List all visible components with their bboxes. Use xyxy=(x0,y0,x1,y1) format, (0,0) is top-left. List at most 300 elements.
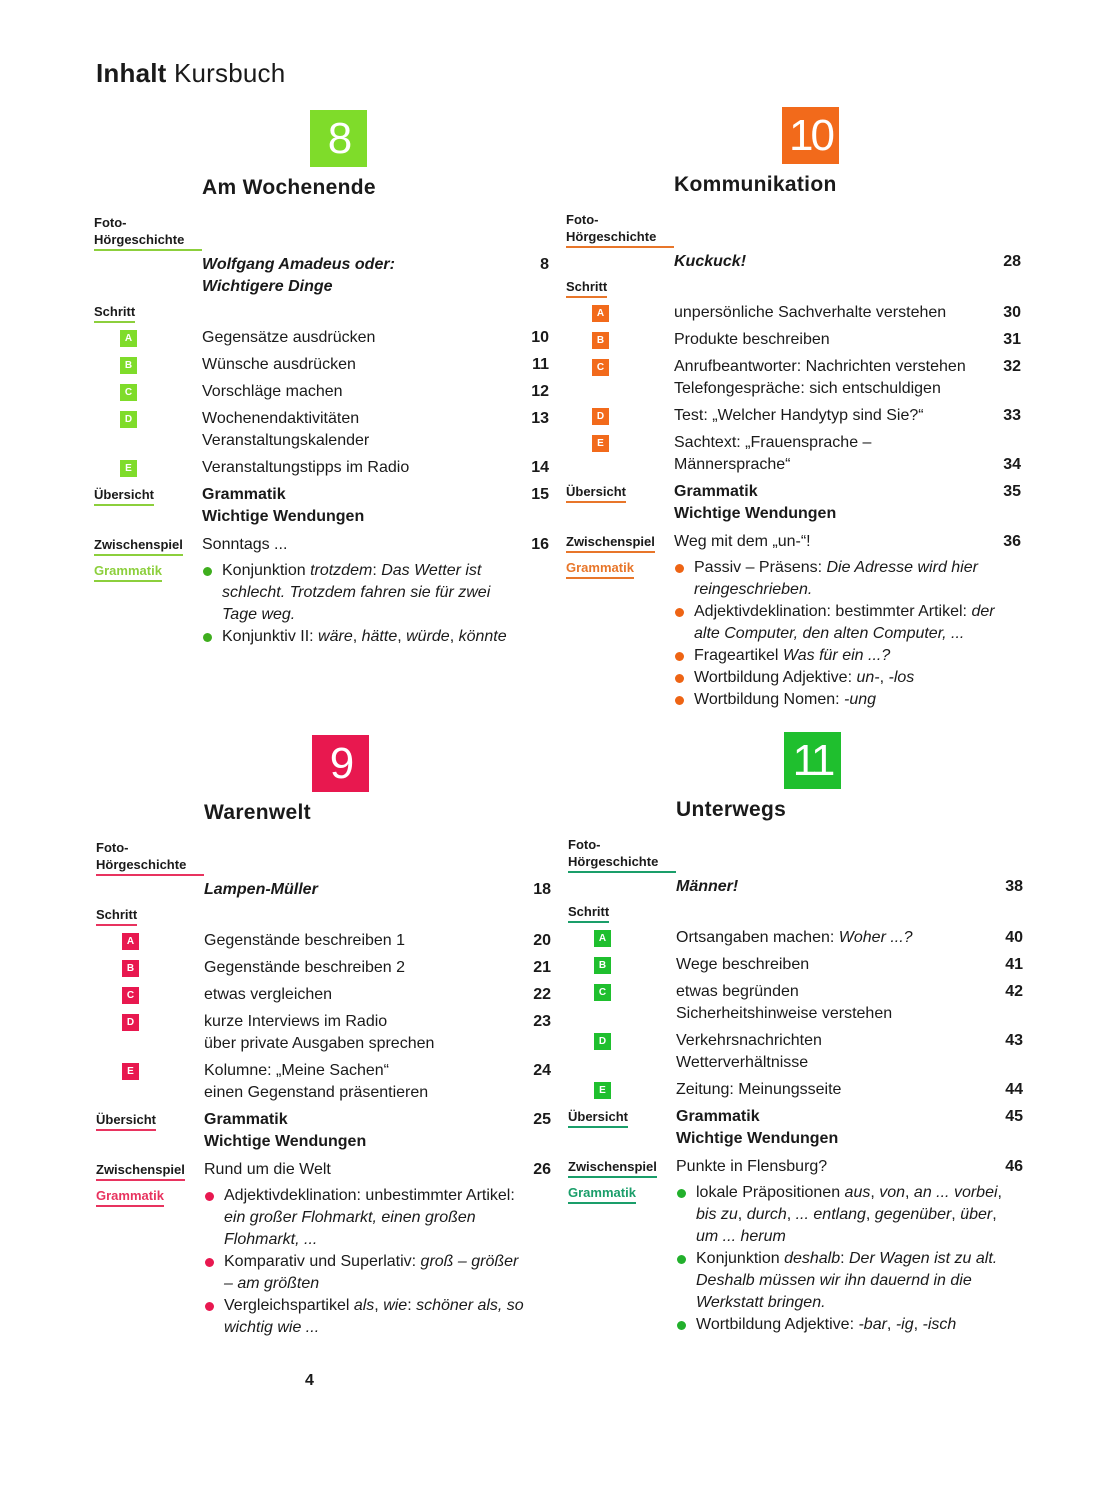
uebersicht-label-cell xyxy=(568,1106,676,1150)
text-part-italic: Woher ...? xyxy=(838,929,913,946)
grammatik-list xyxy=(674,557,1001,711)
schritt-badge-cell xyxy=(94,408,202,452)
grammatik-item xyxy=(674,601,1001,645)
page-ref: 44 xyxy=(1005,1081,1023,1098)
schritt-text-line: Gegenstände beschreiben 2 xyxy=(204,959,406,976)
schritt-letter-badge: B xyxy=(120,357,137,374)
grammatik-text-segment: Was für ein ...? xyxy=(782,647,891,664)
page-title-bold: Inhalt xyxy=(96,58,167,88)
schritt-letter-badge: E xyxy=(120,460,137,477)
grammatik-text-segment: : xyxy=(840,1250,849,1267)
schritt-text-line: Anrufbeantworter: Nachrichten verstehen xyxy=(674,358,966,375)
grammatik-text-segment: , xyxy=(397,628,407,645)
page-ref: 25 xyxy=(533,1111,551,1128)
zwischenspiel-label-cell xyxy=(94,534,202,556)
uebersicht-text xyxy=(676,1106,993,1150)
uebersicht-text xyxy=(202,484,519,528)
grammatik-list xyxy=(204,1185,531,1339)
page-ref: 40 xyxy=(1005,929,1023,946)
uebersicht-row xyxy=(568,1106,1023,1150)
schritt-label-row xyxy=(568,901,1023,923)
page-ref: 12 xyxy=(531,383,549,400)
page-ref: 43 xyxy=(1005,1032,1023,1049)
grammatik-item xyxy=(676,1314,1003,1336)
chapter-contents xyxy=(96,839,551,1339)
schritt-text xyxy=(202,408,519,452)
chapter-title: Unterwegs xyxy=(676,798,787,821)
grammatik-text-segment: , xyxy=(374,1297,384,1314)
schritt-label-cell xyxy=(566,276,674,298)
schritt-text xyxy=(676,981,993,1025)
grammatik-label-cell xyxy=(94,560,202,648)
schritt-text-line: kurze Interviews im Radio xyxy=(204,1013,388,1030)
page-ref: 23 xyxy=(533,1013,551,1030)
schritt-row-b xyxy=(566,329,1021,351)
grammatik-text-segment: , xyxy=(879,669,889,686)
grammatik-item xyxy=(674,689,1001,711)
chapter-contents xyxy=(94,214,549,648)
grammatik-text-segment: ein großer Flohmarkt, einen großen Flohmarkt, ... xyxy=(224,1209,476,1248)
page-ref: 36 xyxy=(1003,533,1021,550)
foto-hoergeschichte-label: Foto-Hörgeschichte xyxy=(96,839,204,876)
grammatik-item xyxy=(674,645,1001,667)
foto-entry xyxy=(94,254,549,298)
schritt-text-line: Kolumne: „Meine Sachen“ xyxy=(204,1062,389,1079)
page-ref: 28 xyxy=(1003,253,1021,270)
grammatik-label: Grammatik xyxy=(94,562,162,582)
page-ref: 18 xyxy=(533,881,551,898)
grammatik-text-segment: , xyxy=(449,628,459,645)
page-title xyxy=(96,58,285,89)
zwischenspiel-text: Rund um die Welt xyxy=(204,1161,331,1178)
page-ref: 22 xyxy=(533,986,551,1003)
schritt-badge-cell xyxy=(566,329,674,351)
foto-hoergeschichte-label-cell xyxy=(96,839,204,876)
foto-label-row xyxy=(566,211,1021,248)
grammatik-text-segment: Der Wagen ist zu alt. Deshalb müssen wir ihn dauernd in die Werkstatt bringen. xyxy=(696,1250,998,1311)
bullet-dot-icon xyxy=(205,1302,214,1311)
grammatik-list-wrap xyxy=(676,1182,1023,1336)
chapter-contents xyxy=(568,836,1023,1336)
schritt-row-d xyxy=(568,1030,1023,1074)
grammatik-text-segment: wie xyxy=(383,1297,408,1314)
grammatik-text-segment: : xyxy=(372,562,382,579)
grammatik-text-segment: , xyxy=(870,1184,880,1201)
zwischenspiel-text: Punkte in Flensburg? xyxy=(676,1158,828,1175)
schritt-letter-badge: A xyxy=(594,930,611,947)
bullet-dot-icon xyxy=(677,1189,686,1198)
schritt-row-b xyxy=(96,957,551,979)
zwischenspiel-row xyxy=(96,1159,551,1181)
text-part: Ortsangaben machen: xyxy=(676,929,839,946)
schritt-letter-badge: C xyxy=(594,984,611,1001)
schritt-row-a xyxy=(94,327,549,349)
schritt-text xyxy=(676,1079,993,1101)
zwischenspiel-row xyxy=(568,1156,1023,1178)
schritt-letter-badge: D xyxy=(594,1033,611,1050)
foto-title xyxy=(676,876,993,898)
schritt-text-line: Wetterverhältnisse xyxy=(676,1054,809,1071)
bullet-dot-icon xyxy=(205,1192,214,1201)
zwischenspiel-text: Weg mit dem „un-“! xyxy=(674,533,811,550)
schritt-badge-cell xyxy=(566,356,674,400)
schritt-row-a xyxy=(568,927,1023,949)
schritt-row-c xyxy=(566,356,1021,400)
foto-hoergeschichte-label: Foto-Hörgeschichte xyxy=(566,211,674,248)
page-ref: 20 xyxy=(533,932,551,949)
schritt-text-line: Produkte beschreiben xyxy=(674,331,830,348)
grammatik-text-segment: könnte xyxy=(458,628,507,645)
schritt-row-b xyxy=(94,354,549,376)
schritt-text-line: Telefongespräche: sich entschuldigen xyxy=(674,380,941,397)
grammatik-text-segment: , xyxy=(913,1316,923,1333)
page-ref: 46 xyxy=(1005,1158,1023,1175)
schritt-text xyxy=(202,457,519,479)
foto-hoergeschichte-label-cell xyxy=(568,836,676,873)
grammatik-text-segment: um ... herum xyxy=(696,1228,786,1245)
schritt-badge-cell xyxy=(94,327,202,349)
foto-label-row xyxy=(568,836,1023,873)
uebersicht-row xyxy=(96,1109,551,1153)
grammatik-text-segment: -ung xyxy=(844,691,877,708)
schritt-row-d xyxy=(566,405,1021,427)
schritt-text-line: einen Gegenstand präsentieren xyxy=(204,1084,429,1101)
grammatik-text-segment: -isch xyxy=(922,1316,957,1333)
grammatik-text-segment: Wortbildung Nomen: xyxy=(694,691,844,708)
schritt-badge-cell xyxy=(96,957,204,979)
schritt-row-d xyxy=(96,1011,551,1055)
grammatik-row xyxy=(94,560,549,648)
schritt-label-row xyxy=(94,301,549,323)
chapter-title: Kommunikation xyxy=(674,173,837,196)
schritt-badge-cell xyxy=(94,354,202,376)
page-title-rest: Kursbuch xyxy=(166,58,286,88)
grammatik-text-segment: , xyxy=(352,628,362,645)
bullet-dot-icon xyxy=(677,1255,686,1264)
uebersicht-label: Übersicht xyxy=(96,1111,156,1131)
grammatik-text-segment: : xyxy=(407,1297,417,1314)
schritt-letter-badge: C xyxy=(120,384,137,401)
page-ref: 45 xyxy=(1005,1108,1023,1125)
grammatik-text-segment: , xyxy=(886,1316,896,1333)
schritt-text xyxy=(204,957,521,979)
grammatik-text-segment: durch xyxy=(746,1206,787,1223)
foto-title-line: Wichtigere Dinge xyxy=(202,278,333,295)
schritt-text xyxy=(674,302,991,324)
schritt-label-cell xyxy=(94,301,202,323)
page-ref: 13 xyxy=(531,410,549,427)
page-ref: 15 xyxy=(531,486,549,503)
schritt-letter-badge: E xyxy=(592,435,609,452)
foto-hoergeschichte-label: Foto-Hörgeschichte xyxy=(568,836,676,873)
schritt-text-line: Test: „Welcher Handytyp sind Sie?“ xyxy=(674,407,924,424)
grammatik-text-segment: trotzdem xyxy=(310,562,373,579)
schritt-text xyxy=(674,405,991,427)
foto-label-row xyxy=(94,214,549,251)
schritt-text-line: Männersprache“ xyxy=(674,456,791,473)
bullet-dot-icon xyxy=(205,1258,214,1267)
foto-label-row xyxy=(96,839,551,876)
uebersicht-label-cell xyxy=(94,484,202,528)
schritt-text-line: Zeitung: Meinungsseite xyxy=(676,1081,842,1098)
schritt-text xyxy=(676,954,993,976)
schritt-row-c xyxy=(568,981,1023,1025)
foto-title xyxy=(204,879,521,901)
grammatik-item xyxy=(676,1182,1003,1248)
grammatik-label-cell xyxy=(568,1182,676,1336)
uebersicht-label-cell xyxy=(566,481,674,525)
schritt-letter-badge: B xyxy=(594,957,611,974)
uebersicht-text-line: Grammatik xyxy=(202,486,286,503)
foto-entry xyxy=(568,876,1023,898)
page-ref: 11 xyxy=(532,356,549,373)
uebersicht-label-cell xyxy=(96,1109,204,1153)
spacer xyxy=(94,254,202,298)
grammatik-list xyxy=(202,560,529,648)
page-ref: 10 xyxy=(531,329,549,346)
page-number: 4 xyxy=(305,1372,314,1389)
grammatik-item xyxy=(202,626,529,648)
schritt-text xyxy=(204,1011,521,1055)
schritt-text-line: Verkehrsnachrichten xyxy=(676,1032,822,1049)
schritt-row-a xyxy=(96,930,551,952)
schritt-badge-cell xyxy=(566,302,674,324)
schritt-label: Schritt xyxy=(568,903,609,923)
grammatik-text-segment: schöner als, so wichtig wie ... xyxy=(224,1297,524,1336)
uebersicht-row xyxy=(566,481,1021,525)
grammatik-list-wrap xyxy=(202,560,549,648)
grammatik-text-segment: , xyxy=(865,1206,875,1223)
schritt-text-line: Gegensätze ausdrücken xyxy=(202,329,376,346)
schritt-badge-cell xyxy=(568,954,676,976)
grammatik-text-segment: Wortbildung Adjektive: xyxy=(694,669,857,686)
grammatik-text-segment: von xyxy=(879,1184,906,1201)
grammatik-text-segment: , xyxy=(737,1206,747,1223)
uebersicht-label: Übersicht xyxy=(566,483,626,503)
foto-title-line: Lampen-Müller xyxy=(204,881,318,898)
schritt-letter-badge: E xyxy=(594,1082,611,1099)
grammatik-list xyxy=(676,1182,1003,1336)
grammatik-text-segment: Adjektivdeklination: bestimmter Artikel: xyxy=(694,603,972,620)
grammatik-text-segment: Konjunktiv II: xyxy=(222,628,319,645)
schritt-badge-cell xyxy=(96,930,204,952)
bullet-dot-icon xyxy=(675,564,684,573)
schritt-text-line: Wünsche ausdrücken xyxy=(202,356,356,373)
page-ref: 33 xyxy=(1003,407,1021,424)
grammatik-text-segment: der alte Computer, den alten Computer, ... xyxy=(694,603,995,642)
uebersicht-row xyxy=(94,484,549,528)
schritt-row-c xyxy=(94,381,549,403)
zwischenspiel-label-cell xyxy=(96,1159,204,1181)
grammatik-label-cell xyxy=(566,557,674,711)
grammatik-text-segment: , xyxy=(786,1206,796,1223)
spacer xyxy=(568,876,676,898)
bullet-dot-icon xyxy=(203,567,212,576)
page-ref: 24 xyxy=(533,1062,551,1079)
schritt-text-line: etwas vergleichen xyxy=(204,986,333,1003)
grammatik-label-cell xyxy=(96,1185,204,1339)
spacer xyxy=(96,879,204,901)
schritt-text xyxy=(676,927,993,949)
grammatik-text-segment: un- xyxy=(856,669,880,686)
schritt-text xyxy=(202,354,519,376)
schritt-text-line xyxy=(676,927,993,949)
schritt-badge-cell xyxy=(568,1030,676,1074)
foto-title-line: Wolfgang Amadeus oder: xyxy=(202,256,395,273)
schritt-text xyxy=(674,432,991,476)
schritt-text xyxy=(202,381,519,403)
schritt-label-cell xyxy=(96,904,204,926)
schritt-text xyxy=(676,1030,993,1074)
page-ref: 35 xyxy=(1003,483,1021,500)
bullet-dot-icon xyxy=(203,633,212,642)
zwischenspiel-label: Zwischenspiel xyxy=(96,1161,185,1181)
schritt-row-e xyxy=(566,432,1021,476)
grammatik-text-segment: Die Adresse wird hier reingeschrieben. xyxy=(694,559,978,598)
schritt-letter-badge: A xyxy=(592,305,609,322)
schritt-text-line: über private Ausgaben sprechen xyxy=(204,1035,435,1052)
foto-entry xyxy=(566,251,1021,273)
schritt-label-cell xyxy=(568,901,676,923)
grammatik-text-segment: Das Wetter ist schlecht. Trotzdem fahren sie für zwei Tage weg. xyxy=(222,562,491,623)
uebersicht-text xyxy=(674,481,991,525)
foto-title-line: Männer! xyxy=(676,878,739,895)
grammatik-text-segment: Konjunktion xyxy=(696,1250,785,1267)
page-ref: 8 xyxy=(540,256,549,273)
grammatik-text-segment: bis zu xyxy=(696,1206,738,1223)
grammatik-text-segment: -ig xyxy=(895,1316,914,1333)
grammatik-text-segment: -bar xyxy=(858,1316,887,1333)
schritt-letter-badge: D xyxy=(120,411,137,428)
zwischenspiel-label-cell xyxy=(566,531,674,553)
uebersicht-text xyxy=(204,1109,521,1153)
foto-title-line: Kuckuck! xyxy=(674,253,747,270)
page-ref: 21 xyxy=(533,959,551,976)
grammatik-text-segment: aus xyxy=(844,1184,871,1201)
schritt-letter-badge: D xyxy=(592,408,609,425)
schritt-text xyxy=(202,327,519,349)
schritt-text-line: Vorschläge machen xyxy=(202,383,343,400)
foto-hoergeschichte-label: Foto-Hörgeschichte xyxy=(94,214,202,251)
uebersicht-text-line: Grammatik xyxy=(676,1108,760,1125)
page-ref: 42 xyxy=(1005,983,1023,1000)
schritt-letter-badge: C xyxy=(122,987,139,1004)
grammatik-text-segment: groß – größer – am größten xyxy=(224,1253,519,1292)
page-ref: 34 xyxy=(1003,456,1021,473)
chapter-number-badge: 10 xyxy=(782,107,839,164)
uebersicht-text-line: Wichtige Wendungen xyxy=(204,1133,367,1150)
schritt-badge-cell xyxy=(94,381,202,403)
grammatik-item xyxy=(674,557,1001,601)
grammatik-text-segment: , xyxy=(997,1184,1002,1201)
grammatik-item xyxy=(204,1185,531,1251)
schritt-letter-badge: D xyxy=(122,1014,139,1031)
bullet-dot-icon xyxy=(675,674,684,683)
foto-entry xyxy=(96,879,551,901)
uebersicht-text-line: Grammatik xyxy=(674,483,758,500)
zwischenspiel-label: Zwischenspiel xyxy=(94,536,183,556)
schritt-badge-cell xyxy=(96,984,204,1006)
schritt-badge-cell xyxy=(566,405,674,427)
schritt-badge-cell xyxy=(96,1011,204,1055)
chapter-title: Warenwelt xyxy=(204,801,311,824)
grammatik-label: Grammatik xyxy=(566,559,634,579)
grammatik-text-segment: hätte xyxy=(361,628,398,645)
uebersicht-text-line: Grammatik xyxy=(204,1111,288,1128)
grammatik-list-wrap xyxy=(204,1185,551,1339)
schritt-text-line: Wege beschreiben xyxy=(676,956,810,973)
schritt-text-line: Sicherheitshinweise verstehen xyxy=(676,1005,893,1022)
schritt-text-line: Wochenendaktivitäten xyxy=(202,410,360,427)
zwischenspiel-label: Zwischenspiel xyxy=(568,1158,657,1178)
uebersicht-label: Übersicht xyxy=(568,1108,628,1128)
grammatik-text-segment: -los xyxy=(888,669,915,686)
grammatik-item xyxy=(202,560,529,626)
chapter-title: Am Wochenende xyxy=(202,176,376,199)
schritt-letter-badge: C xyxy=(592,359,609,376)
schritt-letter-badge: B xyxy=(122,960,139,977)
page-ref: 30 xyxy=(1003,304,1021,321)
schritt-text xyxy=(674,356,991,400)
chapter-number-badge: 11 xyxy=(784,732,841,789)
grammatik-label: Grammatik xyxy=(96,1187,164,1207)
page-ref: 26 xyxy=(533,1161,551,1178)
chapter-number-badge: 9 xyxy=(312,735,369,792)
bullet-dot-icon xyxy=(675,608,684,617)
page-ref: 38 xyxy=(1005,878,1023,895)
schritt-badge-cell xyxy=(568,981,676,1025)
grammatik-text-segment: Vergleichspartikel xyxy=(224,1297,354,1314)
grammatik-text-segment: , xyxy=(905,1184,914,1201)
grammatik-text-segment: Adjektivdeklination: unbestimmter Artikel: xyxy=(224,1187,515,1204)
schritt-row-d xyxy=(94,408,549,452)
foto-hoergeschichte-label-cell xyxy=(566,211,674,248)
chapter-contents xyxy=(566,211,1021,711)
foto-title xyxy=(674,251,991,273)
schritt-label-row xyxy=(96,904,551,926)
grammatik-item xyxy=(204,1295,531,1339)
zwischenspiel-row xyxy=(94,534,549,556)
zwischenspiel-label: Zwischenspiel xyxy=(566,533,655,553)
uebersicht-text-line: Wichtige Wendungen xyxy=(676,1130,839,1147)
bullet-dot-icon xyxy=(675,696,684,705)
grammatik-text-segment: gegenüber xyxy=(874,1206,952,1223)
schritt-letter-badge: E xyxy=(122,1063,139,1080)
schritt-text-line: Veranstaltungskalender xyxy=(202,432,370,449)
bullet-dot-icon xyxy=(675,652,684,661)
grammatik-item xyxy=(204,1251,531,1295)
grammatik-text-segment: wäre xyxy=(318,628,353,645)
uebersicht-text-line: Wichtige Wendungen xyxy=(202,508,365,525)
schritt-text-line: Veranstaltungstipps im Radio xyxy=(202,459,410,476)
schritt-label-row xyxy=(566,276,1021,298)
grammatik-text-segment: als xyxy=(353,1297,375,1314)
schritt-badge-cell xyxy=(94,457,202,479)
schritt-label: Schritt xyxy=(94,303,135,323)
grammatik-row xyxy=(566,557,1021,711)
schritt-text-line: etwas begründen xyxy=(676,983,799,1000)
uebersicht-label: Übersicht xyxy=(94,486,154,506)
spacer xyxy=(566,251,674,273)
foto-title xyxy=(202,254,519,298)
schritt-text xyxy=(204,930,521,952)
chapter-number-badge: 8 xyxy=(310,110,367,167)
grammatik-text-segment: lokale Präpositionen xyxy=(696,1184,845,1201)
uebersicht-text-line: Wichtige Wendungen xyxy=(674,505,837,522)
page-ref: 16 xyxy=(531,536,549,553)
grammatik-text-segment: deshalb xyxy=(784,1250,841,1267)
grammatik-text-segment: Konjunktion xyxy=(222,562,311,579)
